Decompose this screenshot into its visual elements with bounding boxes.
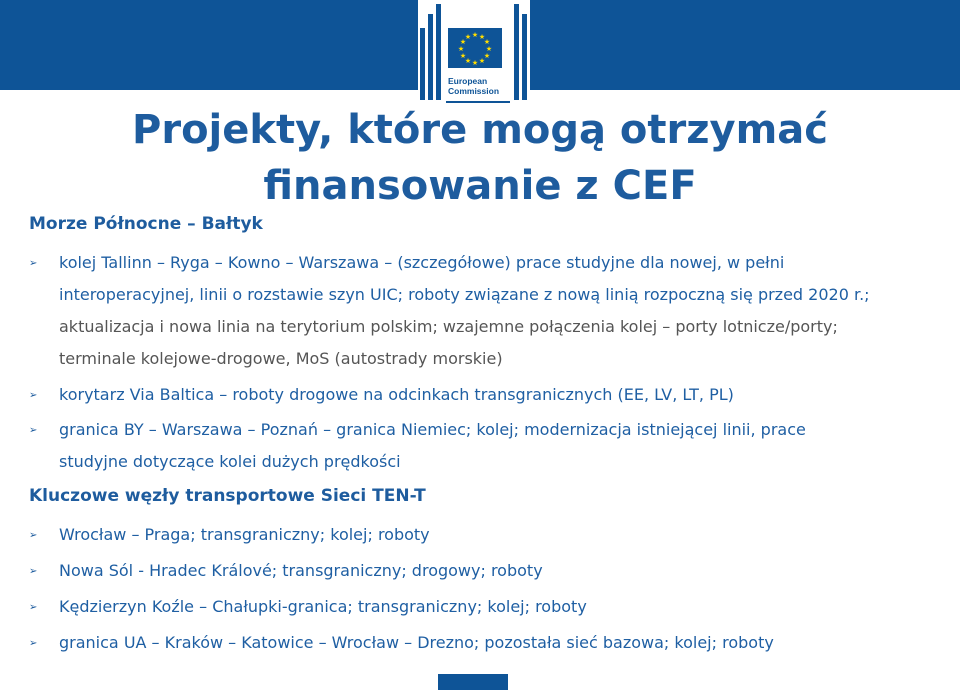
arrow-bullet-icon: ➢ (29, 638, 38, 649)
item-text-line: Nowa Sól - Hradec Králové; transgraniczny; drogowy; roboty (59, 561, 543, 580)
item-text-line: terminale kolejowe-drogowe, MoS (autostrady morskie) (59, 349, 503, 368)
arrow-bullet-icon: ➢ (29, 602, 38, 613)
logo-stripe (514, 4, 519, 100)
svg-text:★: ★ (483, 38, 491, 46)
arrow-bullet-icon: ➢ (29, 258, 38, 269)
footer-accent (438, 674, 508, 690)
logo-stripe (420, 28, 425, 100)
logo-stripe (522, 14, 527, 100)
item-text-line: aktualizacja i nowa linia na terytorium polskim; wzajemne połączenia kolej – porty lotnicze/porty; (59, 317, 838, 336)
item-text-line: granica BY – Warszawa – Poznań – granica Niemiec; kolej; modernizacja istniejącej linii, prace (59, 420, 806, 439)
svg-text:★: ★ (478, 57, 486, 65)
svg-text:★: ★ (471, 31, 479, 39)
item-text-line: korytarz Via Baltica – roboty drogowe na odcinkach transgranicznych (EE, LV, LT, PL) (59, 385, 734, 404)
svg-text:★: ★ (459, 52, 467, 60)
item-text-line: Kędzierzyn Koźle – Chałupki-granica; transgraniczny; kolej; roboty (59, 597, 587, 616)
eu-flag-icon (448, 28, 502, 68)
logo-text (448, 76, 499, 96)
item-text-line: interoperacyjnej, linii o rozstawie szyn UIC; roboty związane z nową linią rozpoczną się przed 2020 r.; (59, 285, 870, 304)
item-text-line: granica UA – Kraków – Katowice – Wrocław – Drezno; pozostała sieć bazowa; kolej; roboty (59, 633, 774, 652)
arrow-bullet-icon: ➢ (29, 530, 38, 541)
svg-text:★: ★ (459, 38, 467, 46)
logo-line-european: European (448, 76, 488, 86)
svg-text:★: ★ (478, 33, 486, 41)
svg-text:★: ★ (464, 57, 472, 65)
svg-text:★: ★ (485, 45, 493, 53)
svg-text:★: ★ (483, 52, 491, 60)
arrow-bullet-icon: ➢ (29, 566, 38, 577)
title-line-2: finansowanie z CEF (263, 163, 697, 209)
item-text-line: Wrocław – Praga; transgraniczny; kolej; roboty (59, 525, 430, 544)
item-text-line: kolej Tallinn – Ryga – Kowno – Warszawa – (szczegółowe) prace studyjne dla nowej, w pełni (59, 253, 785, 272)
logo-stripe (436, 4, 441, 100)
arrow-bullet-icon: ➢ (29, 390, 38, 401)
eu-stars-icon (448, 28, 502, 68)
section-heading-ten-t-nodes: Kluczowe węzły transportowe Sieci TEN-T (29, 486, 426, 506)
svg-text:★: ★ (457, 45, 465, 53)
logo-stripe (428, 14, 433, 100)
section-heading-north-sea-baltic: Morze Północne – Bałtyk (29, 214, 263, 234)
item-text-line: studyjne dotyczące kolei dużych prędkości (59, 452, 401, 471)
svg-text:★: ★ (471, 59, 479, 67)
svg-text:★: ★ (464, 33, 472, 41)
logo-line-commission: Commission (448, 86, 500, 96)
slide-title (80, 102, 880, 214)
arrow-bullet-icon: ➢ (29, 425, 38, 436)
title-line-1: Projekty, które mogą otrzymać (132, 107, 828, 153)
